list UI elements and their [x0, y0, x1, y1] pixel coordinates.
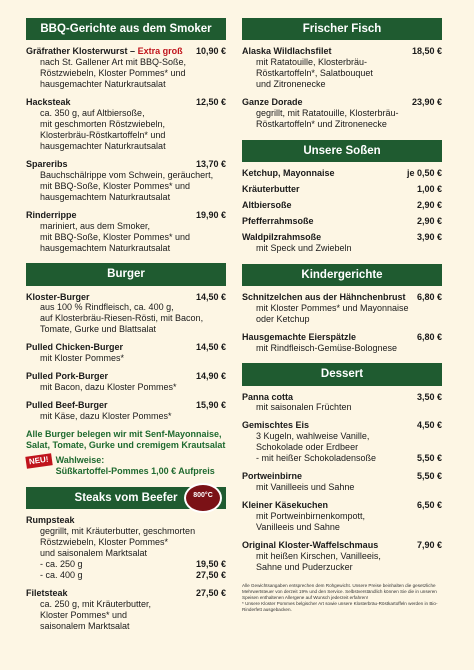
menu-item — [242, 471, 442, 493]
item-name-text: Altbiersoße — [242, 199, 292, 210]
item-row — [242, 292, 442, 303]
steaks-banner — [26, 487, 226, 509]
item-name-text: Pulled Chicken-Burger — [26, 342, 124, 353]
menu-item — [26, 46, 226, 90]
dessert-items — [242, 392, 442, 574]
item-price: 6,80 € — [416, 291, 442, 302]
item-desc — [242, 303, 442, 325]
size-row — [26, 559, 226, 570]
desc-line: Bauchschälrippe vom Schwein, geräuchert, — [40, 169, 214, 180]
desc-line: Röstkartoffeln* und Zitronenecke — [256, 118, 387, 129]
item-desc — [26, 526, 226, 559]
item-row — [26, 97, 226, 108]
item-name — [242, 184, 300, 195]
item-name — [26, 159, 68, 170]
fisch-section — [242, 18, 442, 130]
desc-line: Kloster Pommes* und — [40, 609, 128, 620]
kinder-banner: Kindergerichte — [242, 264, 442, 286]
dessert-banner: Dessert — [242, 363, 442, 385]
menu-item — [242, 97, 442, 130]
desc-line: mit Portweinbirnenkompott, — [256, 511, 366, 522]
item-row — [242, 168, 442, 179]
menu-item — [242, 232, 442, 254]
item-row — [242, 232, 442, 243]
item-name — [26, 342, 123, 353]
item-name — [26, 371, 108, 382]
desc-line: hausgemachtem Naturkrautsalat — [40, 191, 171, 202]
bbq-items — [26, 46, 226, 253]
item-name — [26, 400, 108, 411]
item-desc — [242, 511, 442, 533]
desc-line: mit Rindfleisch-Gemüse-Bolognese — [256, 342, 398, 353]
sub-price: 5,50 € — [416, 453, 442, 464]
item-desc — [242, 243, 442, 254]
menu-item — [26, 159, 226, 203]
item-desc — [26, 108, 226, 152]
menu-item — [26, 400, 226, 422]
wahlweise-text — [56, 455, 215, 477]
item-row — [26, 210, 226, 221]
item-name-text: Panna cotta — [242, 391, 294, 402]
item-price: 3,50 € — [416, 391, 442, 402]
item-row — [242, 420, 442, 431]
item-desc — [242, 402, 442, 413]
item-price: 2,90 € — [416, 215, 442, 226]
desc-line: Röstzwiebeln, Kloster Pommes* — [40, 537, 169, 548]
menu-item — [242, 168, 442, 179]
desc-line: mit BBQ-Soße, Kloster Pommes* und — [40, 231, 191, 242]
footnote-line2: * Unsere Kloster Pommes belgischer Art sowie unsere Klosterbräu-Röstkartoffeln werden in Bio-Rinderfett ausgebacken. — [242, 600, 438, 612]
item-name — [242, 216, 314, 227]
desc-line: mit geschmorten Röstzwiebeln, — [40, 118, 166, 129]
item-price: 18,50 € — [411, 46, 442, 57]
item-desc — [242, 551, 442, 573]
size-label: - ca. 250 g — [40, 558, 83, 569]
item-price: 4,50 € — [416, 420, 442, 431]
item-name-text: Gräfrather Klosterwurst – — [26, 46, 136, 57]
footnote — [242, 583, 442, 613]
item-price: 5,50 € — [416, 471, 442, 482]
item-price: 6,50 € — [416, 500, 442, 511]
item-name-text: Original Kloster-Waffelschmaus — [242, 540, 379, 551]
menu-item — [26, 292, 226, 336]
item-name-text: Pulled Beef-Burger — [26, 400, 108, 411]
menu-item — [242, 420, 442, 464]
desc-line: mit Bacon, dazu Kloster Pommes* — [40, 382, 177, 393]
item-desc — [26, 382, 226, 393]
item-row — [26, 400, 226, 411]
sub-label: - mit heißer Schokoladensoße — [256, 453, 377, 464]
desc-line: Klosterbräu-Röstkartoffeln* und — [40, 129, 166, 140]
item-row — [26, 159, 226, 170]
sossen-items — [242, 168, 442, 254]
dessert-section — [242, 363, 442, 573]
item-desc — [242, 431, 442, 453]
size-price: 27,50 € — [195, 569, 226, 580]
burger-section — [26, 263, 226, 477]
item-row — [242, 200, 442, 211]
item-price: 7,90 € — [416, 540, 442, 551]
item-name — [242, 168, 335, 179]
item-name-text: Gemischtes Eis — [242, 420, 310, 431]
footnote-line1: Alle Gewichtsangaben entsprechen dem Rohgewicht. Unsere Preise beinhalten die gesetzliche Mehrwertsteuer von derzeit 19% und den Service. Selbstverständlich können Sie die in unseren Speisen enthaltenen Allergene auf Wunsch jederzeit erfahren! — [242, 583, 437, 600]
desc-line: hausgemachter Naturkrautsalat — [40, 78, 166, 89]
menu-item — [26, 342, 226, 364]
item-desc — [26, 221, 226, 254]
item-name: Filetsteak — [26, 587, 68, 598]
item-price: 15,90 € — [195, 400, 226, 411]
kinder-section — [242, 264, 442, 354]
desc-line: 3 Kugeln, wahlweise Vanille, — [256, 431, 370, 442]
item-name-text: Schnitzelchen aus der Hähnchenbrust — [242, 291, 406, 302]
item-name-text: Kleiner Käsekuchen — [242, 500, 329, 511]
desc-line: gegrillt, mit Ratatouille, Klosterbräu- — [256, 107, 399, 118]
wahlweise-line2: Süßkartoffel-Pommes 1,00 € Aufpreis — [55, 466, 215, 477]
item-name-text: Kräuterbutter — [242, 183, 300, 194]
menu-item — [242, 392, 442, 414]
item-price: 3,90 € — [416, 231, 442, 242]
desc-line: mit saisonalen Früchten — [256, 402, 352, 413]
item-price: je 0,50 € — [406, 167, 442, 178]
item-name-text: Rinderrippe — [26, 209, 77, 220]
menu-item — [242, 200, 442, 211]
sub-row — [242, 453, 442, 464]
menu-item — [242, 292, 442, 325]
desc-line: saisonalem Marktsalat — [40, 620, 130, 631]
item-desc — [242, 482, 442, 493]
desc-line: mit Kloster Pommes* und Mayonnaise — [256, 302, 409, 313]
desc-line: ca. 250 g, mit Kräuterbutter, — [40, 598, 152, 609]
item-desc — [26, 353, 226, 364]
item-name — [242, 500, 328, 511]
item-name-text: Kloster-Burger — [26, 291, 90, 302]
item-row — [242, 46, 442, 57]
item-desc — [26, 302, 226, 335]
item-price: 1,00 € — [416, 183, 442, 194]
item-row — [26, 292, 226, 303]
sossen-banner: Unsere Soßen — [242, 140, 442, 162]
menu-item — [242, 46, 442, 90]
item-tag: Extra groß — [137, 46, 183, 57]
item-price: 2,90 € — [416, 199, 442, 210]
burger-note: Alle Burger belegen wir mit Senf-Mayonnaise, Salat, Tomate, Gurke und cremigem Krautsalat — [26, 429, 226, 451]
item-price: 19,90 € — [195, 209, 226, 220]
item-row — [242, 500, 442, 511]
desc-line: oder Ketchup — [256, 313, 310, 324]
menu-item — [242, 216, 442, 227]
right-column — [242, 18, 442, 613]
item-name — [242, 392, 293, 403]
item-name — [242, 200, 292, 211]
desc-line: mit Speck und Zwiebeln — [256, 242, 352, 253]
item-name-text: Alaska Wildlachsfilet — [242, 46, 332, 57]
item-name — [242, 232, 321, 243]
desc-line: gegrillt, mit Kräuterbutter, geschmorten — [40, 526, 196, 537]
item-name-text: Hacksteak — [26, 96, 71, 107]
desc-line: Sahne und Puderzucker — [256, 562, 353, 573]
desc-line: und saisonalem Marktsalat — [40, 547, 148, 558]
item-name — [26, 97, 71, 108]
item-name — [26, 46, 183, 57]
desc-line: ca. 350 g, auf Altbiersoße, — [40, 107, 145, 118]
item-name — [242, 332, 356, 343]
burger-items — [26, 292, 226, 423]
desc-line: mit Kloster Pommes* — [40, 353, 125, 364]
menu-item — [242, 332, 442, 354]
item-row — [242, 97, 442, 108]
rumpsteak-item — [26, 515, 226, 581]
desc-line: hausgemachtem Naturkrautsalat — [40, 242, 171, 253]
desc-line: hausgemachter Naturkrautsalat — [40, 140, 166, 151]
item-row — [242, 471, 442, 482]
item-desc — [242, 57, 442, 90]
item-row — [26, 588, 226, 599]
steaks-title: Steaks vom Beefer — [74, 492, 178, 505]
item-price: 14,50 € — [195, 342, 226, 353]
desc-line: und Zitronenecke — [256, 78, 326, 89]
sossen-section — [242, 140, 442, 254]
desc-line: mit Ratatouille, Klosterbräu- — [256, 56, 368, 67]
fisch-items — [242, 46, 442, 130]
item-row — [242, 184, 442, 195]
item-price: 27,50 € — [195, 587, 226, 598]
item-name — [242, 540, 378, 551]
desc-line: Röstkartoffeln*, Salatbouquet — [256, 67, 373, 78]
desc-line: mit Käse, dazu Kloster Pommes* — [40, 411, 172, 422]
bbq-banner: BBQ-Gerichte aus dem Smoker — [26, 18, 226, 40]
menu-item — [242, 500, 442, 533]
item-name — [242, 97, 303, 108]
item-name-text: Spareribs — [26, 158, 68, 169]
desc-line: Schokolade oder Erdbeer — [256, 442, 359, 453]
item-row — [242, 216, 442, 227]
item-name-text: Pfefferrahmsoße — [242, 215, 314, 226]
desc-line: mariniert, aus dem Smoker, — [40, 220, 151, 231]
desc-line: Tomate, Gurke und Blattsalat — [40, 324, 157, 335]
size-label: - ca. 400 g — [40, 569, 83, 580]
item-desc — [26, 411, 226, 422]
item-desc — [26, 170, 226, 203]
desc-line: Vanilleeis und Sahne — [256, 522, 340, 533]
desc-line: aus 100 % Rindfleisch, ca. 400 g, — [40, 302, 174, 313]
item-desc — [26, 57, 226, 90]
item-row — [26, 371, 226, 382]
item-name-text: Hausgemachte Eierspätzle — [242, 331, 357, 342]
item-price: 6,80 € — [416, 331, 442, 342]
item-price: 14,90 € — [195, 371, 226, 382]
menu-item — [242, 184, 442, 195]
item-price: 12,50 € — [195, 96, 226, 107]
item-row — [242, 392, 442, 403]
menu-item — [242, 540, 442, 573]
item-row — [26, 342, 226, 353]
menu-item — [26, 210, 226, 254]
item-name — [242, 46, 331, 57]
desc-line: auf Klosterbräu-Riesen-Rösti, mit Bacon, — [40, 313, 204, 324]
size-row — [26, 570, 226, 581]
item-name-text: Portweinbirne — [242, 471, 303, 482]
wahlweise-line1: Wahlweise: — [55, 455, 105, 466]
item-row — [26, 46, 226, 57]
bbq-section — [26, 18, 226, 253]
filetsteak-item — [26, 588, 226, 632]
item-name — [242, 471, 302, 482]
item-price: 23,90 € — [411, 96, 442, 107]
menu-item — [26, 371, 226, 393]
beefer-badge: 800°C — [184, 483, 222, 513]
item-name — [26, 292, 90, 303]
item-price: 14,50 € — [195, 291, 226, 302]
item-name — [242, 420, 309, 431]
fisch-banner: Frischer Fisch — [242, 18, 442, 40]
kinder-items — [242, 292, 442, 354]
steaks-section — [26, 487, 226, 632]
burger-banner: Burger — [26, 263, 226, 285]
item-row — [242, 332, 442, 343]
item-name: Rumpsteak — [26, 515, 75, 526]
wahlweise-block — [26, 455, 226, 477]
desc-line: mit heißen Kirschen, Vanilleeis, — [256, 551, 381, 562]
desc-line: mit Vanilleeis und Sahne — [256, 482, 355, 493]
neu-badge: NEU! — [25, 453, 52, 468]
item-desc — [242, 343, 442, 354]
item-price: 13,70 € — [195, 158, 226, 169]
size-price: 19,50 € — [195, 558, 226, 569]
item-row — [242, 540, 442, 551]
menu-item — [26, 97, 226, 152]
item-name-text: Ganze Dorade — [242, 96, 303, 107]
desc-line: Röstzwiebeln, Kloster Pommes* und — [40, 67, 186, 78]
left-column — [26, 18, 226, 642]
item-desc — [242, 108, 442, 130]
item-name-text: Pulled Pork-Burger — [26, 371, 109, 382]
item-name — [242, 292, 406, 303]
item-desc — [26, 599, 226, 632]
item-name — [26, 210, 77, 221]
item-name-text: Waldpilzrahmsoße — [242, 231, 322, 242]
desc-line: mit BBQ-Soße, Kloster Pommes* und — [40, 180, 191, 191]
item-price: 10,90 € — [195, 46, 226, 57]
desc-line: nach St. Gallener Art mit BBQ-Soße, — [40, 56, 187, 67]
item-name-text: Ketchup, Mayonnaise — [242, 167, 335, 178]
